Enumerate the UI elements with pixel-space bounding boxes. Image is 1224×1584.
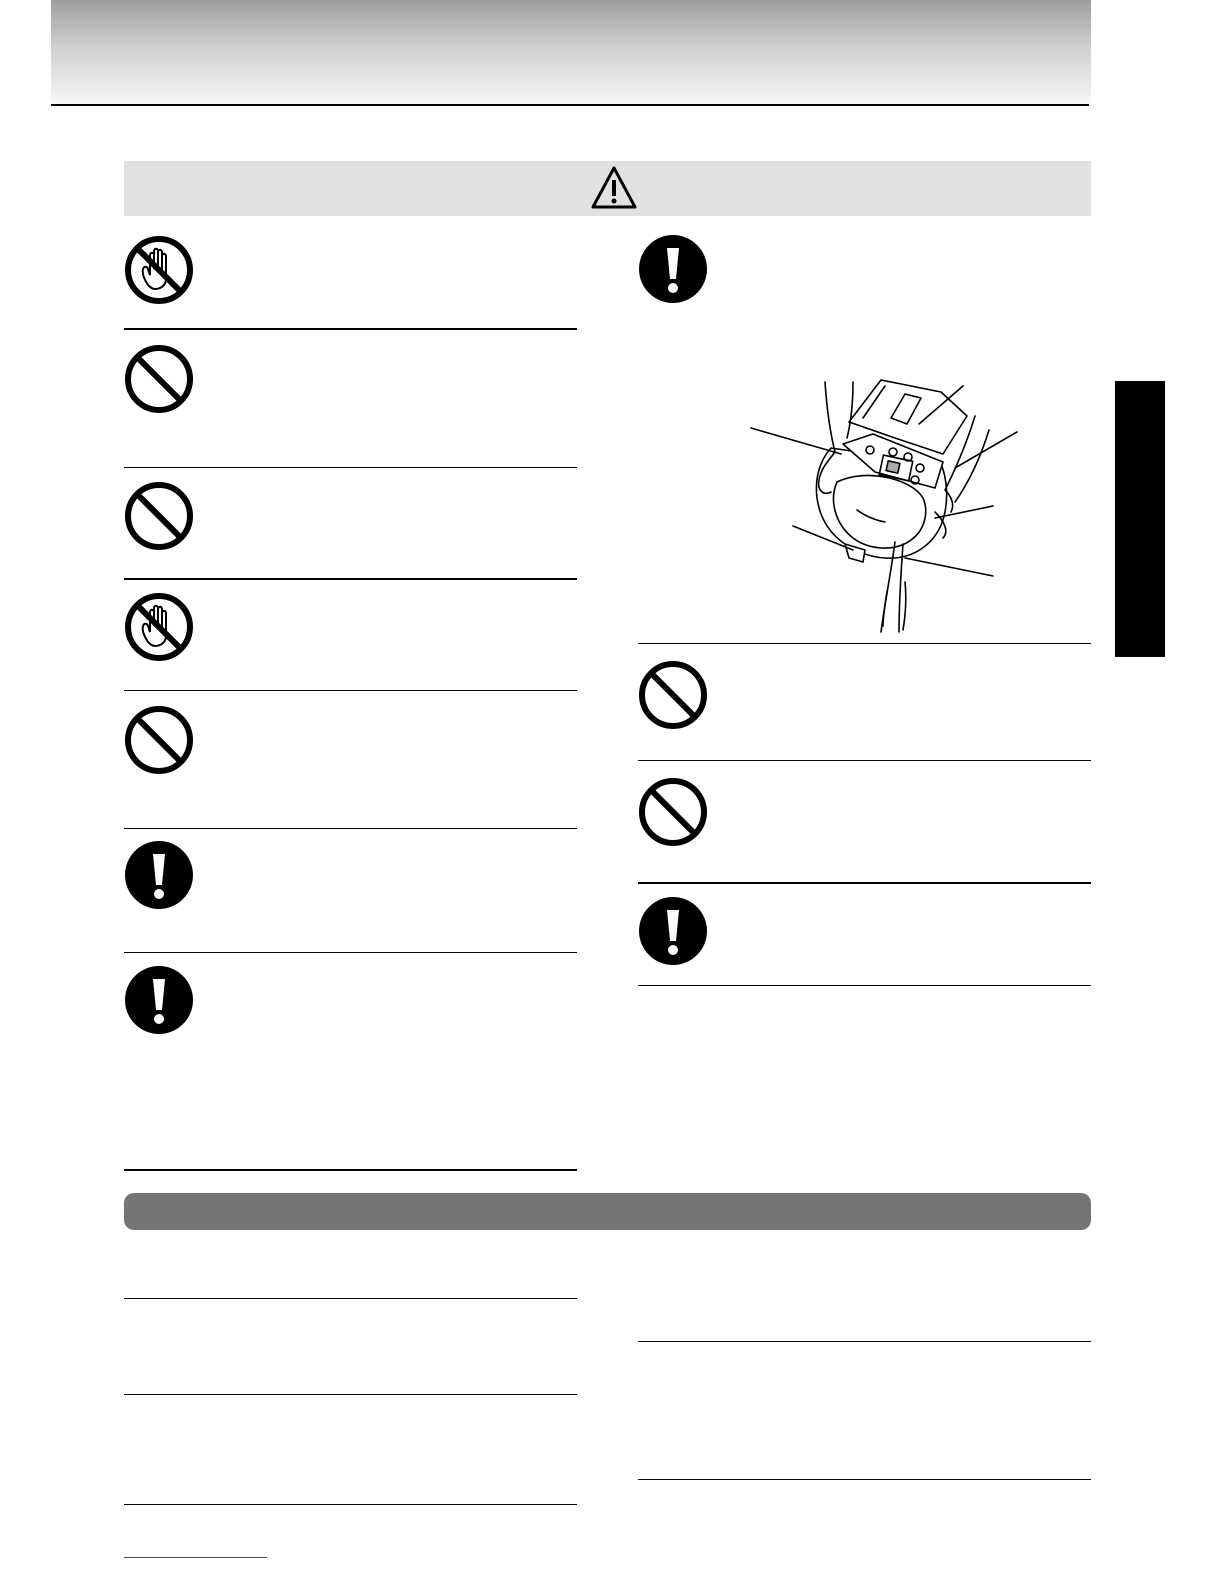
do-not-touch-icon: [124, 592, 194, 662]
left-warning-2: [124, 344, 194, 419]
prohibited-icon: [124, 481, 194, 551]
divider: [124, 578, 577, 580]
warning-banner: [124, 161, 1091, 216]
divider: [124, 1394, 577, 1395]
divider: [124, 952, 577, 953]
right-warning-4: [638, 896, 708, 971]
right-warning-3: [638, 777, 708, 852]
divider: [638, 760, 1091, 761]
left-warning-1: [124, 235, 194, 310]
section-bar: [124, 1193, 1091, 1230]
footnote-rule: [124, 1557, 267, 1558]
divider: [124, 1298, 577, 1299]
divider: [124, 828, 577, 829]
divider: [124, 328, 577, 330]
left-warning-5: [124, 705, 194, 780]
left-warning-7: [124, 965, 194, 1040]
left-warning-3: [124, 481, 194, 556]
divider: [638, 643, 1091, 644]
divider: [124, 1504, 577, 1505]
pot-being-emptied-illustration: [745, 372, 1025, 637]
right-warning-2: [638, 660, 708, 735]
divider: [638, 1479, 1091, 1480]
header-rule: [51, 104, 1089, 106]
mandatory-exclamation-icon: [638, 896, 708, 966]
header-band: [51, 0, 1091, 104]
divider: [124, 467, 577, 468]
divider: [638, 985, 1091, 986]
divider: [638, 882, 1091, 884]
mandatory-exclamation-icon: [124, 840, 194, 910]
prohibited-icon: [124, 344, 194, 414]
left-warning-6: [124, 840, 194, 915]
divider: [638, 1341, 1091, 1342]
prohibited-icon: [638, 660, 708, 730]
mandatory-exclamation-icon: [124, 965, 194, 1035]
pot-illustration-graphic: [745, 372, 1025, 637]
do-not-touch-icon: [124, 235, 194, 305]
mandatory-exclamation-icon: [638, 234, 708, 304]
divider: [124, 1169, 577, 1171]
warning-triangle-icon: [590, 165, 638, 211]
divider: [124, 690, 577, 691]
side-tab: [1115, 381, 1165, 657]
left-warning-4: [124, 592, 194, 667]
prohibited-icon: [124, 705, 194, 775]
prohibited-icon: [638, 777, 708, 847]
right-warning-1: [638, 234, 708, 309]
